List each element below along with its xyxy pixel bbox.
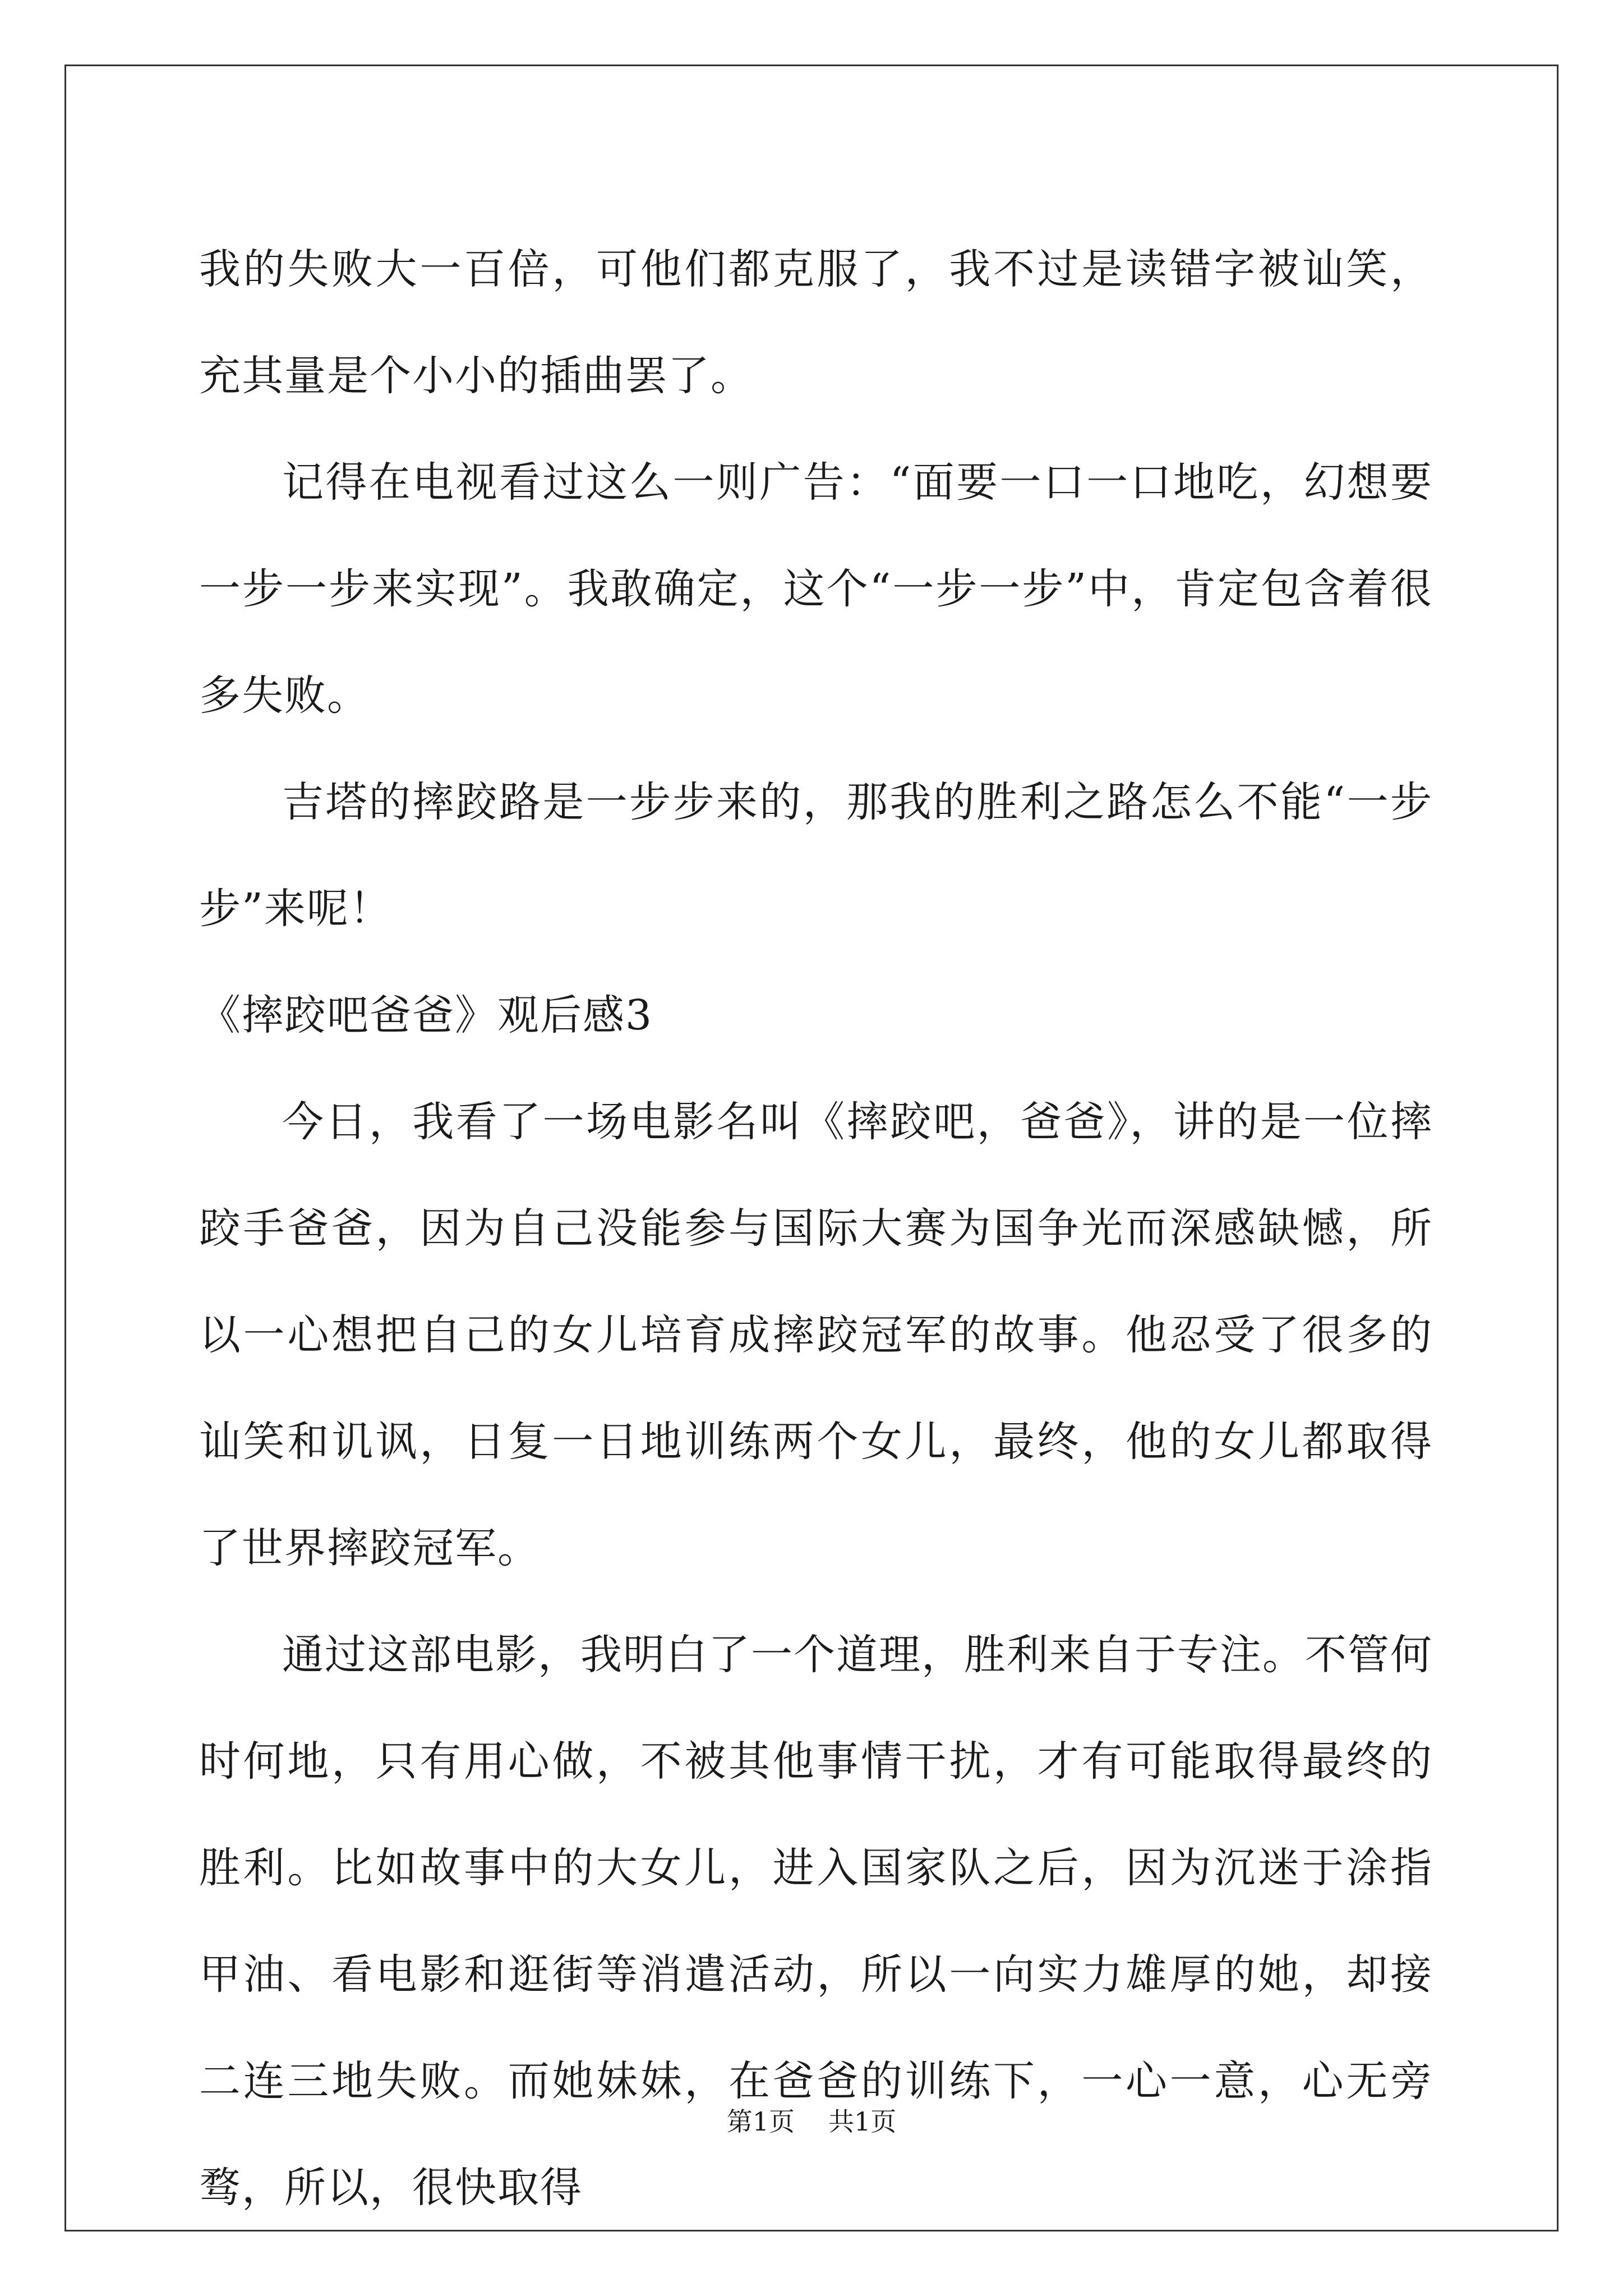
section-title: 《摔跤吧爸爸》观后感3 bbox=[199, 991, 653, 1039]
paragraph-3: 吉塔的摔跤路是一步步来的，那我的胜利之路怎么不能“一步步”来呢！ bbox=[199, 778, 1433, 933]
document-body bbox=[199, 216, 1433, 2241]
paragraph-2: 记得在电视看过这么一则广告：“面要一口一口地吃，幻想要一步一步来实现”。我敢确定，这个“一步一步”中，肯定包含着很多失败。 bbox=[199, 458, 1433, 720]
page-footer bbox=[0, 2105, 1623, 2138]
page-total: 共1页 bbox=[828, 2106, 897, 2137]
page-number: 第1页 bbox=[726, 2106, 795, 2137]
paragraph-5: 通过这部电影，我明白了一个道理，胜利来自于专注。不管何时何地，只有用心做，不被其他事情干扰，才有可能取得最终的胜利。比如故事中的大女儿，进入国家队之后，因为沉迷于涂指甲油、看电影和逛街等消遣活动，所以一向实力雄厚的她，却接二连三地失败。而她妹妹，在爸爸的训练下，一心一意，心无旁骛，所以，很快取得 bbox=[199, 1631, 1433, 2212]
paragraph-4: 今日，我看了一场电影名叫《摔跤吧，爸爸》，讲的是一位摔跤手爸爸，因为自己没能参与国际大赛为国争光而深感缺憾，所以一心想把自己的女儿培育成摔跤冠军的故事。他忍受了很多的讪笑和讥讽，日复一日地训练两个女儿，最终，他的女儿都取得了世界摔跤冠军。 bbox=[199, 1098, 1433, 1572]
paragraph-1: 我的失败大一百倍，可他们都克服了，我不过是读错字被讪笑，充其量是个小小的插曲罢了。 bbox=[199, 245, 1433, 400]
